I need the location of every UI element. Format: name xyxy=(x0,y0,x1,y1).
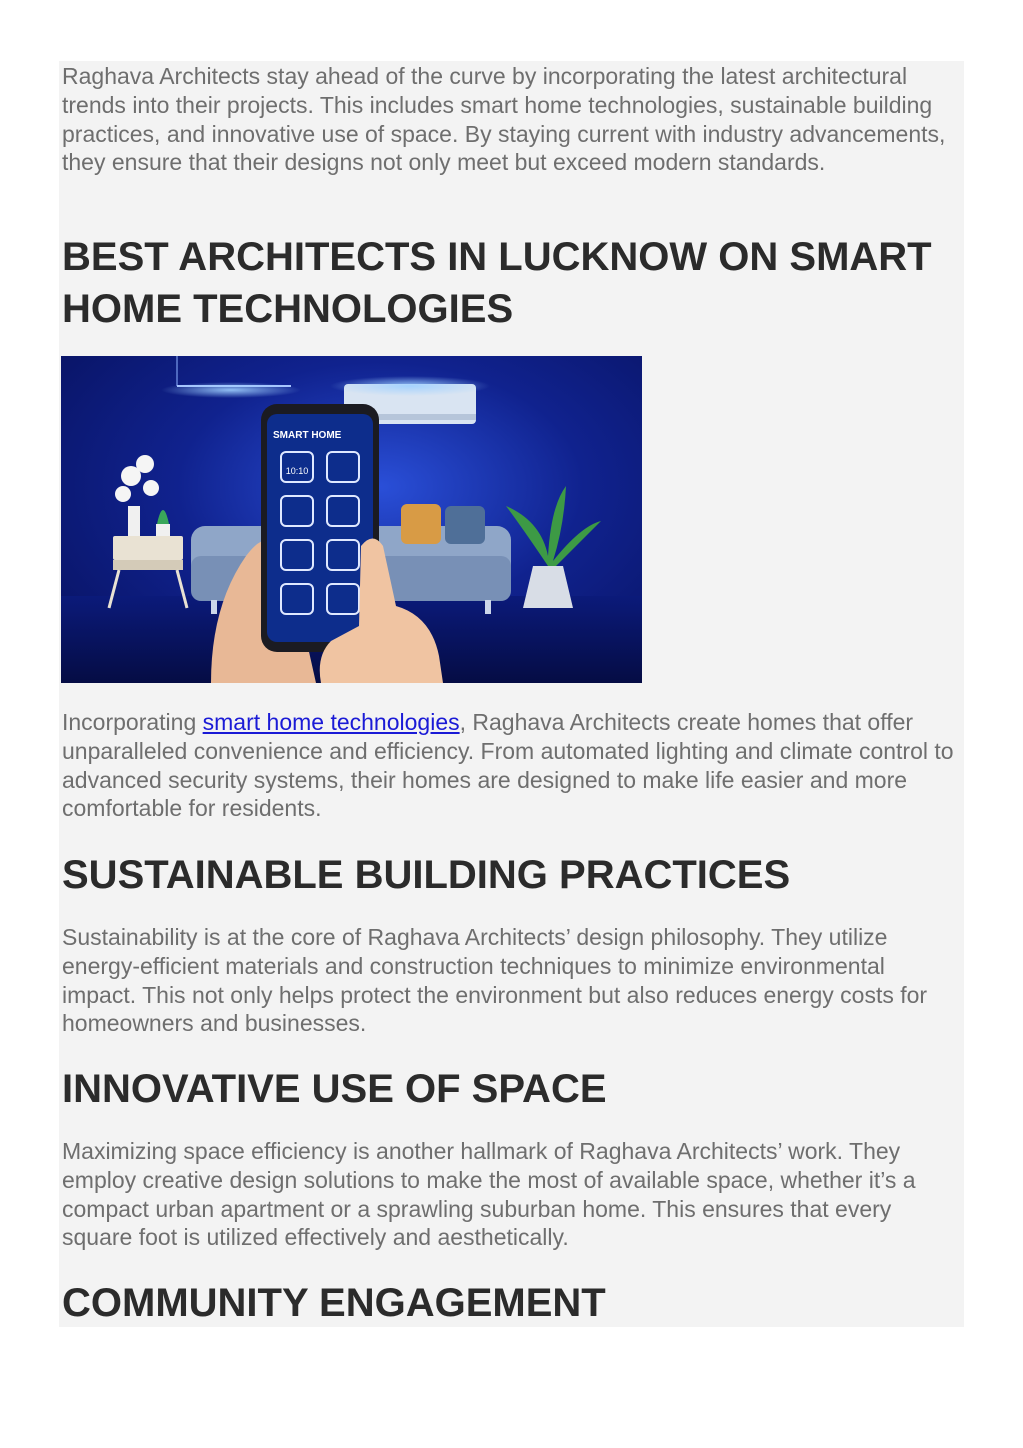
section-heading-smart-home: BEST ARCHITECTS IN LUCKNOW ON SMART HOME TECHNOLOGIES xyxy=(62,235,932,331)
innovative-space-paragraph: Maximizing space efficiency is another hallmark of Raghava Architects’ work. They employ creative design solutions to make the most of available space, whether it’s a compact urban apartment or a sprawling suburban home. This ensures that every square foot is utilized effectively and aesthetically. xyxy=(62,1138,916,1251)
sustainable-paragraph: Sustainability is at the core of Raghava Architects’ design philosophy. They utilize energy-efficient materials and construction techniques to minimize environmental impact. This not only helps protect the environment but also reduces energy costs for homeowners and businesses. xyxy=(62,924,928,1037)
intro-paragraph: Raghava Architects stay ahead of the curve by incorporating the latest architectural trends into their projects. This includes smart home technologies, sustainable building practices, and innovative use of space. By staying current with industry advancements, they ensure that their designs not only meet but exceed modern standards. xyxy=(62,63,946,176)
smart-home-photo xyxy=(61,356,642,683)
smart-home-paragraph-suffix: , Raghava Architects create homes that offer unparalleled convenience and efficiency. From automated lighting and climate control to advanced security systems, their homes are designed to make life easier and more comfortable for residents. xyxy=(62,709,954,822)
article-panel xyxy=(59,61,964,1327)
phone-title: SMART HOME xyxy=(273,430,342,441)
section-heading-innovative-space: INNOVATIVE USE OF SPACE xyxy=(62,1067,607,1111)
section-heading-sustainable: SUSTAINABLE BUILDING PRACTICES xyxy=(62,853,791,897)
smart-home-paragraph xyxy=(62,708,962,823)
smart-home-paragraph-prefix: Incorporating xyxy=(62,709,203,735)
smart-home-technologies-link[interactable]: smart home technologies xyxy=(202,709,460,735)
phone-clock-text: 10:10 xyxy=(285,466,309,476)
section-heading-community: COMMUNITY ENGAGEMENT xyxy=(62,1281,606,1325)
